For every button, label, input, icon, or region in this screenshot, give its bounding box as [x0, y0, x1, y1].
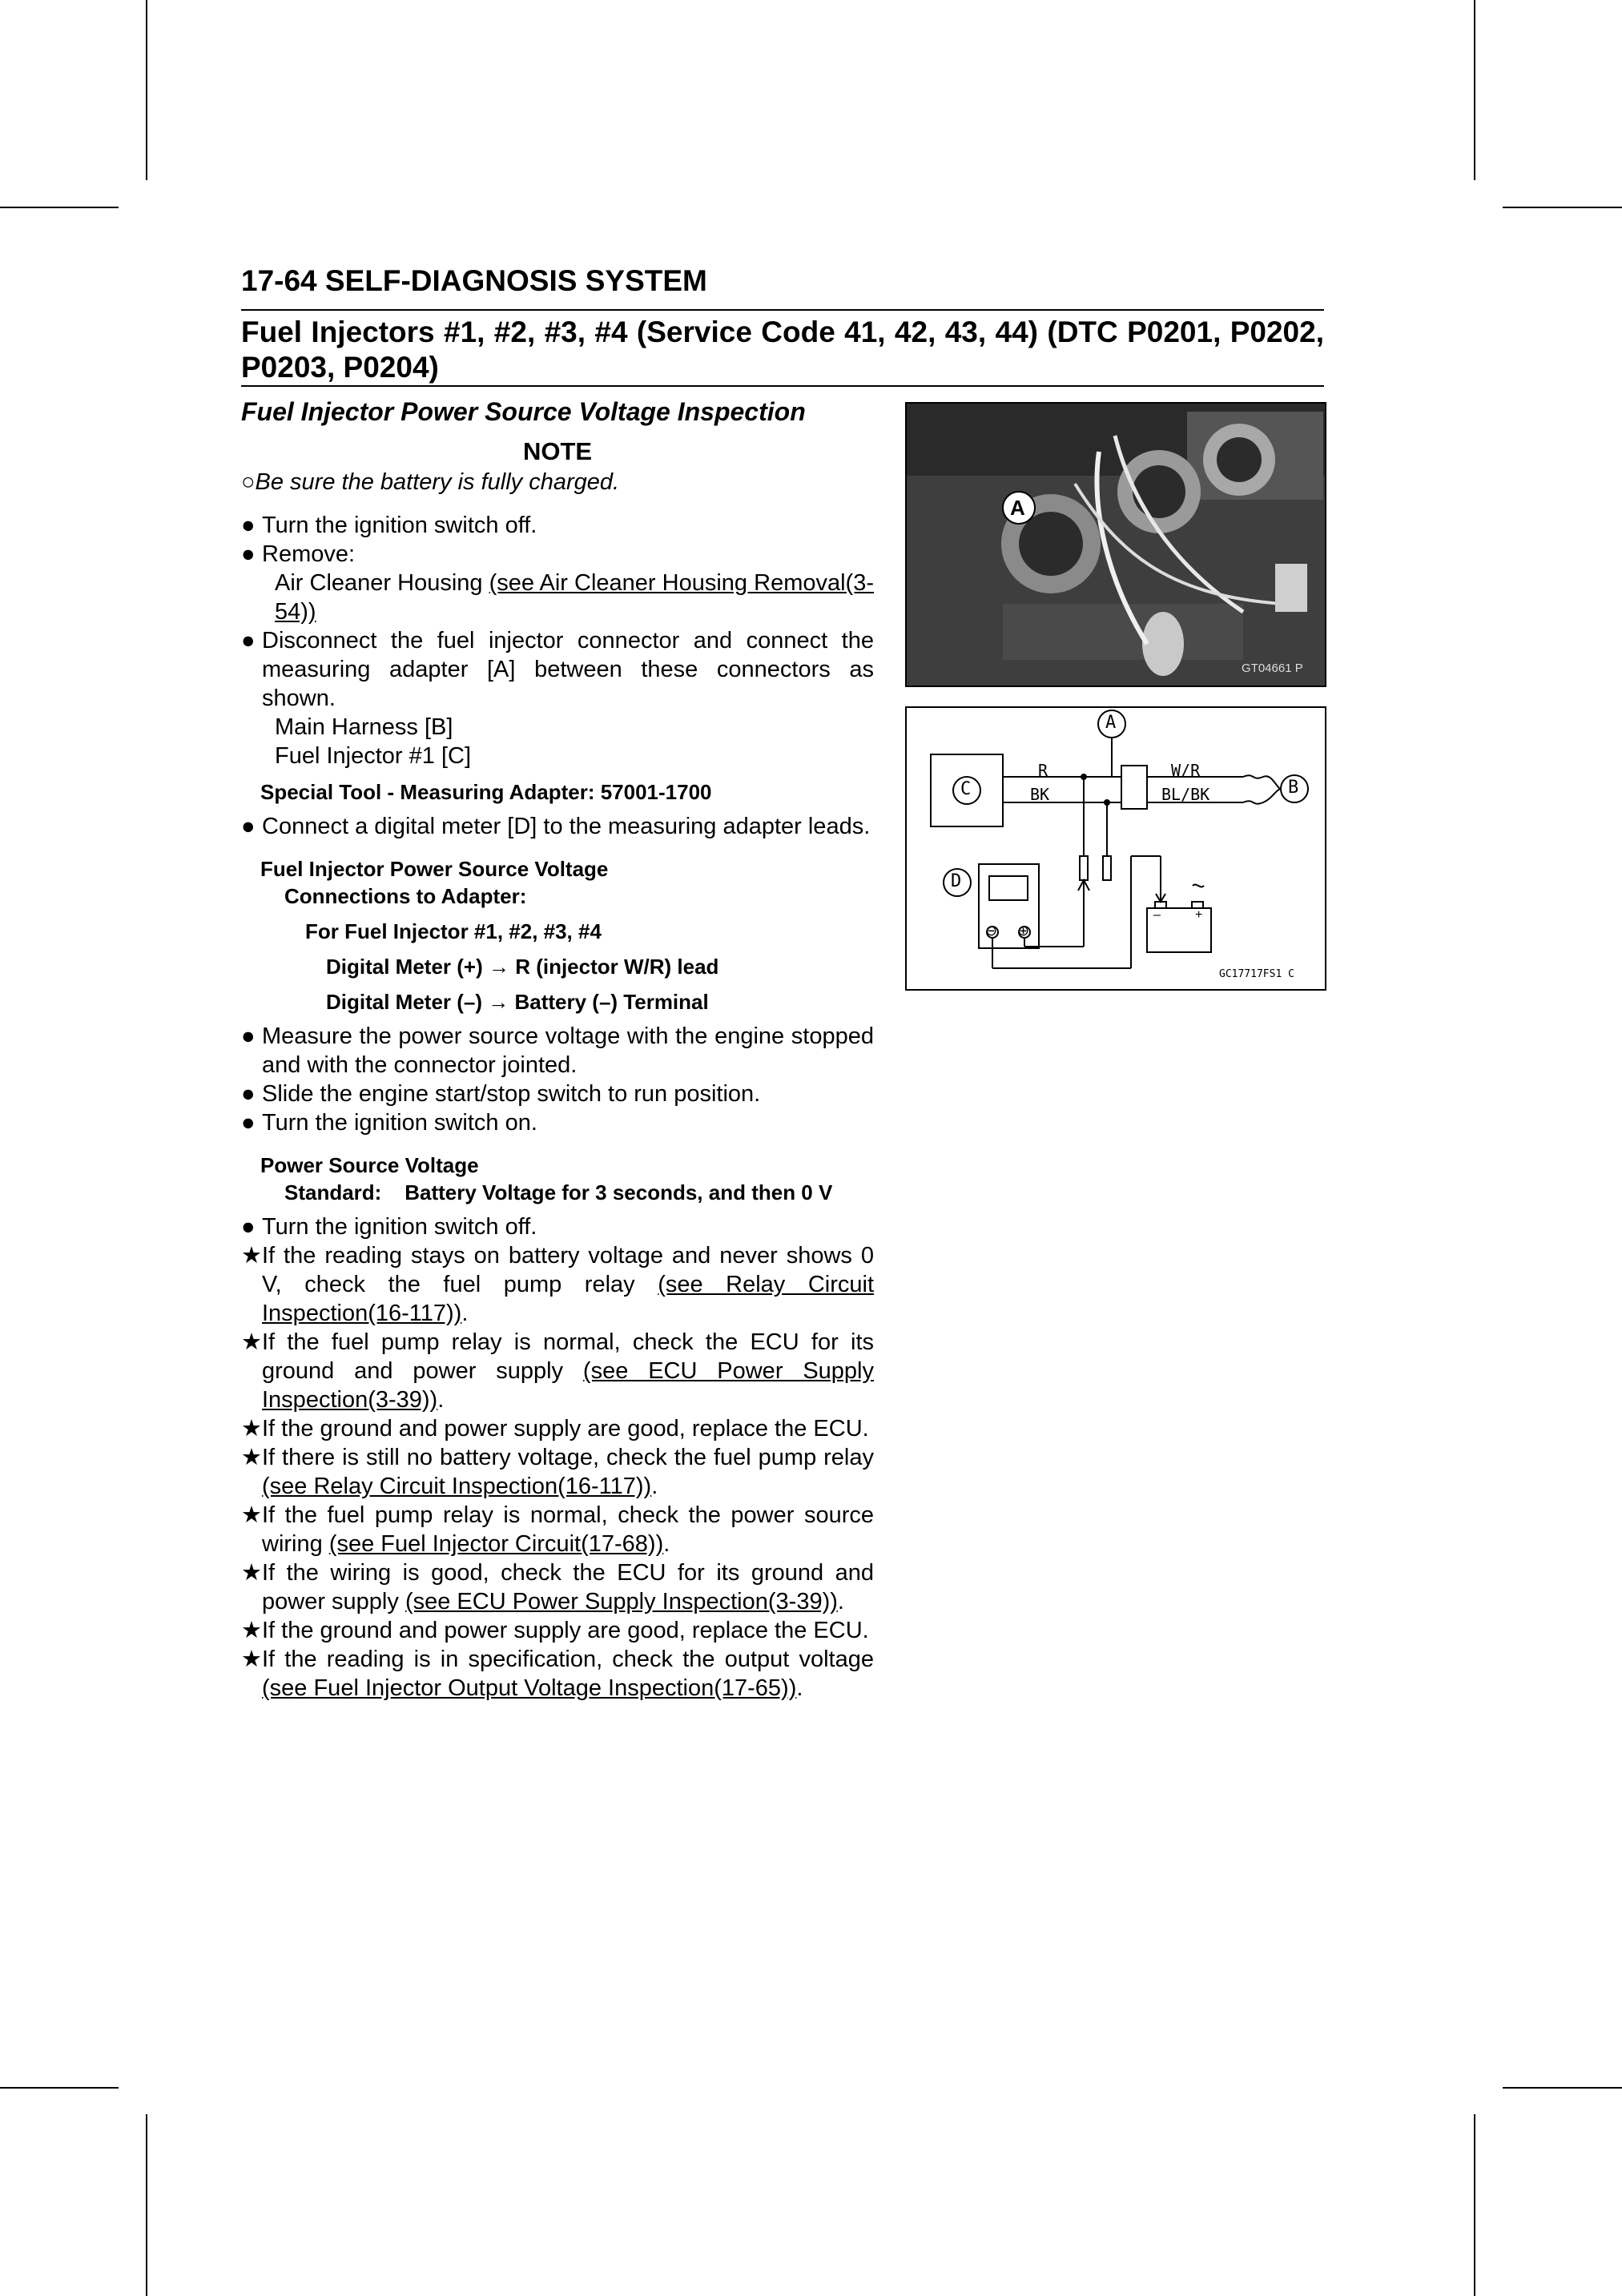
note-body-text: Be sure the battery is fully charged.: [255, 469, 620, 495]
bullet-icon: ●: [241, 814, 256, 839]
main-column: [241, 397, 874, 1703]
spec-line: Digital Meter (+) → R (injector W/R) lead: [326, 955, 719, 979]
crop-mark: [1474, 2114, 1475, 2296]
star-text: If the fuel pump relay is normal, check the ECU for its ground and power supply: [262, 1329, 874, 1384]
star-item: [241, 1616, 874, 1645]
star-icon: ★: [241, 1647, 262, 1672]
reference-link[interactable]: (see ECU Power Supply Inspection(3-39)): [404, 1589, 838, 1614]
bullet-icon: ●: [241, 541, 256, 567]
reference-link[interactable]: (see ECU Power Supply Inspection(3-39)): [262, 1358, 874, 1413]
star-tail: .: [796, 1675, 803, 1701]
sub-item: Main Harness [B]: [275, 714, 453, 740]
star-item: [241, 1241, 874, 1328]
photo-label-a: A: [1010, 496, 1025, 520]
star-icon: ★: [241, 1445, 262, 1470]
reference-link[interactable]: (see Fuel Injector Circuit(17-68)): [328, 1531, 664, 1557]
bullet-icon: ●: [241, 1110, 256, 1136]
star-text: If there is still no battery voltage, check the fuel pump relay: [262, 1445, 874, 1470]
step-text: Measure the power source voltage with the engine stopped and with the connector jointed.: [262, 1023, 874, 1078]
step-text: Remove:: [262, 541, 356, 567]
star-icon: ★: [241, 1618, 262, 1643]
star-item: [241, 1443, 874, 1501]
star-text: If the reading is in specification, check the output voltage: [262, 1647, 874, 1672]
step: [241, 1212, 874, 1241]
photo-code: GT04661 P: [1242, 661, 1303, 675]
engine-photo-graphic: [907, 404, 1325, 686]
battery-minus: –: [1153, 908, 1161, 922]
crop-mark: [0, 207, 119, 208]
step-text: Turn the ignition switch on.: [262, 1110, 537, 1136]
header-rule: [241, 309, 1324, 311]
spec-line: Digital Meter (–) → Battery (–) Terminal: [326, 990, 709, 1014]
star-text: If the ground and power supply are good, replace the ECU.: [262, 1416, 869, 1442]
reference-link[interactable]: (see Relay Circuit Inspection(16-117)): [262, 1272, 875, 1326]
reference-link[interactable]: (see Air Cleaner Housing Removal(3-54)): [275, 570, 874, 625]
page-header: 17-64 SELF-DIAGNOSIS SYSTEM: [241, 264, 707, 297]
diagram-label-d: D: [951, 871, 962, 891]
special-tool: Special Tool - Measuring Adapter: 57001-1700: [260, 780, 712, 804]
spec-line: Power Source Voltage: [260, 1153, 479, 1177]
step-text: Slide the engine start/stop switch to run position.: [262, 1081, 761, 1107]
star-icon: ★: [241, 1243, 262, 1269]
star-item: [241, 1558, 874, 1616]
star-icon: ★: [241, 1416, 262, 1442]
wire-label-bk: BK: [1030, 785, 1050, 804]
step: [241, 1080, 874, 1108]
crop-mark: [1503, 207, 1622, 208]
crop-mark: [1474, 0, 1475, 180]
remove-item: [241, 569, 874, 626]
star-text: If the wiring is good, check the ECU for its ground and power supply: [262, 1560, 874, 1614]
star-icon: ★: [241, 1502, 262, 1528]
crop-mark: [146, 2114, 147, 2296]
spec-line: Standard: Battery Voltage for 3 seconds, and then 0 V: [284, 1180, 833, 1204]
bullet-icon: ●: [241, 513, 256, 538]
title-rule: [241, 385, 1324, 387]
note-marker: ○: [241, 469, 256, 495]
star-text: If the reading stays on battery voltage and never shows 0 V, check the fuel pump relay: [262, 1243, 874, 1297]
diagram-code: GC17717FS1 C: [1219, 968, 1294, 980]
wire-label-blbk: BL/BK: [1161, 785, 1210, 804]
engine-photo: [905, 402, 1326, 687]
step: [241, 1108, 874, 1137]
sub-item: Fuel Injector #1 [C]: [275, 743, 471, 769]
wiring-diagram: [905, 706, 1326, 991]
note-heading: NOTE: [522, 437, 593, 465]
star-tail: .: [837, 1589, 844, 1614]
spec-block: [260, 855, 874, 1015]
step: [241, 540, 874, 569]
star-tail: .: [437, 1387, 445, 1413]
star-item: [241, 1414, 874, 1443]
reference-link[interactable]: (see Relay Circuit Inspection(16-117)): [262, 1474, 652, 1499]
crop-mark: [1503, 2087, 1622, 2089]
bullet-icon: ●: [241, 628, 256, 653]
step: [241, 1022, 874, 1080]
star-tail: .: [663, 1531, 670, 1557]
star-tail: .: [651, 1474, 658, 1499]
step-text: Turn the ignition switch off.: [262, 513, 537, 538]
meter-plus: ⊕: [1017, 923, 1030, 939]
wire-label-r: R: [1038, 761, 1048, 780]
bullet-icon: ●: [241, 1081, 256, 1107]
diagram-label-b: B: [1288, 778, 1299, 798]
note-text: [241, 468, 874, 497]
diagram-label-c: C: [960, 779, 972, 799]
step: [241, 511, 874, 540]
step-text: Turn the ignition switch off.: [262, 1214, 537, 1240]
spec-line: Connections to Adapter:: [284, 884, 527, 908]
crop-mark: [0, 2087, 119, 2089]
star-tail: .: [461, 1301, 469, 1326]
crop-mark: [146, 0, 147, 180]
step-text: Disconnect the fuel injector connector and connect the measuring adapter [A] between these connectors as shown.: [262, 628, 874, 711]
diagram-label-a: A: [1105, 713, 1117, 733]
step: [241, 812, 874, 841]
star-icon: ★: [241, 1329, 262, 1355]
star-icon: ★: [241, 1560, 262, 1586]
bullet-icon: ●: [241, 1023, 256, 1049]
star-text: If the fuel pump relay is normal, check the power source wiring: [262, 1502, 874, 1557]
battery-plus: +: [1195, 908, 1203, 922]
section-title: Fuel Injectors #1, #2, #3, #4 (Service Code 41, 42, 43, 44) (DTC P0201, P0202, P0203, P0204): [241, 316, 1324, 384]
bullet-icon: ●: [241, 1214, 256, 1240]
step-text: Connect a digital meter [D] to the measuring adapter leads.: [262, 814, 871, 839]
star-item: [241, 1328, 874, 1414]
wire-label-wr: W/R: [1171, 761, 1201, 780]
remove-item-text: Air Cleaner Housing: [275, 570, 489, 596]
reference-link[interactable]: (see Fuel Injector Output Voltage Inspection(17-65)): [262, 1675, 797, 1701]
step: [241, 626, 874, 713]
spec-line: Fuel Injector Power Source Voltage: [260, 857, 609, 881]
star-item: [241, 1645, 874, 1703]
star-item: [241, 1501, 874, 1558]
meter-minus: ⊖: [985, 923, 998, 939]
spec-line: For Fuel Injector #1, #2, #3, #4: [305, 919, 602, 943]
spec-block: [260, 1152, 874, 1206]
subsection-title: Fuel Injector Power Source Voltage Inspection: [241, 397, 806, 426]
wiring-diagram-graphic: [907, 708, 1325, 989]
star-text: If the ground and power supply are good, replace the ECU.: [262, 1618, 869, 1643]
